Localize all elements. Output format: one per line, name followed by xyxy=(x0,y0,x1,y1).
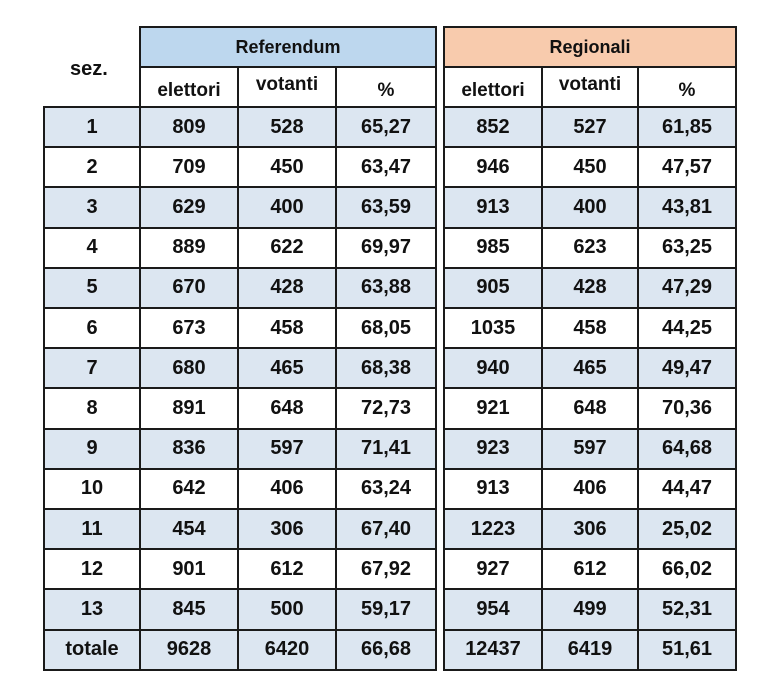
reg-elettori-cell: 905 xyxy=(443,267,543,309)
ref-elettori-header: elettori xyxy=(139,66,239,108)
sez-cell: 7 xyxy=(43,347,141,389)
sez-cell: 6 xyxy=(43,307,141,349)
ref-pct-cell: 71,41 xyxy=(335,428,437,470)
reg-elettori-cell: 940 xyxy=(443,347,543,389)
ref-elettori-cell: 670 xyxy=(139,267,239,309)
reg-elettori-cell: 954 xyxy=(443,588,543,630)
reg-elettori-cell: 921 xyxy=(443,387,543,429)
sez-cell: 10 xyxy=(43,468,141,510)
ref-elettori-cell: 454 xyxy=(139,508,239,550)
sez-cell: 8 xyxy=(43,387,141,429)
reg-pct-cell: 64,68 xyxy=(637,428,737,470)
reg-pct-cell: 47,57 xyxy=(637,146,737,188)
ref-pct-cell: 63,47 xyxy=(335,146,437,188)
ref-elettori-cell: 680 xyxy=(139,347,239,389)
total-reg-pct-cell: 51,61 xyxy=(637,629,737,671)
ref-votanti-cell: 428 xyxy=(237,267,337,309)
reg-elettori-header: elettori xyxy=(443,66,543,108)
ref-elettori-cell: 836 xyxy=(139,428,239,470)
reg-votanti-cell: 623 xyxy=(541,227,639,269)
total-ref-pct-cell: 66,68 xyxy=(335,629,437,671)
reg-votanti-header: votanti xyxy=(541,66,639,108)
reg-votanti-cell: 597 xyxy=(541,428,639,470)
ref-pct-cell: 68,05 xyxy=(335,307,437,349)
reg-elettori-cell: 1035 xyxy=(443,307,543,349)
sez-cell: 5 xyxy=(43,267,141,309)
reg-pct-cell: 47,29 xyxy=(637,267,737,309)
ref-elettori-cell: 845 xyxy=(139,588,239,630)
ref-elettori-cell: 809 xyxy=(139,106,239,148)
reg-votanti-cell: 428 xyxy=(541,267,639,309)
sez-cell: 12 xyxy=(43,548,141,590)
total-ref-elettori-cell: 9628 xyxy=(139,629,239,671)
ref-pct-cell: 65,27 xyxy=(335,106,437,148)
total-reg-votanti-cell: 6419 xyxy=(541,629,639,671)
reg-pct-cell: 25,02 xyxy=(637,508,737,550)
ref-votanti-cell: 306 xyxy=(237,508,337,550)
reg-pct-cell: 63,25 xyxy=(637,227,737,269)
reg-elettori-cell: 985 xyxy=(443,227,543,269)
reg-votanti-cell: 406 xyxy=(541,468,639,510)
ref-elettori-cell: 891 xyxy=(139,387,239,429)
reg-votanti-cell: 527 xyxy=(541,106,639,148)
ref-elettori-cell: 673 xyxy=(139,307,239,349)
reg-votanti-cell: 648 xyxy=(541,387,639,429)
total-ref-votanti-cell: 6420 xyxy=(237,629,337,671)
reg-elettori-cell: 923 xyxy=(443,428,543,470)
ref-elettori-cell: 629 xyxy=(139,186,239,228)
ref-votanti-cell: 597 xyxy=(237,428,337,470)
reg-votanti-cell: 306 xyxy=(541,508,639,550)
ref-votanti-cell: 406 xyxy=(237,468,337,510)
sez-cell: 11 xyxy=(43,508,141,550)
sez-cell: 9 xyxy=(43,428,141,470)
ref-pct-cell: 63,24 xyxy=(335,468,437,510)
sez-cell: 1 xyxy=(43,106,141,148)
ref-votanti-header: votanti xyxy=(237,66,337,108)
reg-pct-cell: 44,25 xyxy=(637,307,737,349)
reg-elettori-cell: 946 xyxy=(443,146,543,188)
ref-pct-cell: 67,92 xyxy=(335,548,437,590)
sez-cell: 3 xyxy=(43,186,141,228)
reg-votanti-cell: 612 xyxy=(541,548,639,590)
reg-pct-header: % xyxy=(637,66,737,108)
reg-elettori-cell: 1223 xyxy=(443,508,543,550)
reg-votanti-cell: 465 xyxy=(541,347,639,389)
ref-pct-cell: 68,38 xyxy=(335,347,437,389)
ref-votanti-cell: 400 xyxy=(237,186,337,228)
reg-votanti-cell: 499 xyxy=(541,588,639,630)
ref-pct-cell: 63,88 xyxy=(335,267,437,309)
ref-pct-header: % xyxy=(335,66,437,108)
ref-pct-cell: 59,17 xyxy=(335,588,437,630)
ref-pct-cell: 72,73 xyxy=(335,387,437,429)
ref-votanti-cell: 648 xyxy=(237,387,337,429)
reg-pct-cell: 43,81 xyxy=(637,186,737,228)
reg-pct-cell: 70,36 xyxy=(637,387,737,429)
total-reg-elettori-cell: 12437 xyxy=(443,629,543,671)
reg-pct-cell: 61,85 xyxy=(637,106,737,148)
ref-pct-cell: 63,59 xyxy=(335,186,437,228)
reg-pct-cell: 52,31 xyxy=(637,588,737,630)
reg-elettori-cell: 927 xyxy=(443,548,543,590)
sez-header: sez. xyxy=(70,58,108,80)
ref-elettori-cell: 642 xyxy=(139,468,239,510)
ref-votanti-cell: 465 xyxy=(237,347,337,389)
ref-votanti-cell: 612 xyxy=(237,548,337,590)
reg-pct-cell: 49,47 xyxy=(637,347,737,389)
ref-votanti-cell: 528 xyxy=(237,106,337,148)
reg-votanti-cell: 458 xyxy=(541,307,639,349)
reg-pct-cell: 66,02 xyxy=(637,548,737,590)
ref-pct-cell: 67,40 xyxy=(335,508,437,550)
referendum-header: Referendum xyxy=(139,26,437,68)
ref-votanti-cell: 458 xyxy=(237,307,337,349)
regionali-header: Regionali xyxy=(443,26,737,68)
reg-elettori-cell: 913 xyxy=(443,186,543,228)
ref-pct-cell: 69,97 xyxy=(335,227,437,269)
sez-cell: 13 xyxy=(43,588,141,630)
ref-votanti-cell: 622 xyxy=(237,227,337,269)
reg-elettori-cell: 852 xyxy=(443,106,543,148)
ref-votanti-cell: 500 xyxy=(237,588,337,630)
sez-cell: 4 xyxy=(43,227,141,269)
ref-elettori-cell: 709 xyxy=(139,146,239,188)
ref-votanti-cell: 450 xyxy=(237,146,337,188)
reg-elettori-cell: 913 xyxy=(443,468,543,510)
reg-votanti-cell: 400 xyxy=(541,186,639,228)
sez-cell: 2 xyxy=(43,146,141,188)
reg-pct-cell: 44,47 xyxy=(637,468,737,510)
ref-elettori-cell: 889 xyxy=(139,227,239,269)
ref-elettori-cell: 901 xyxy=(139,548,239,590)
total-sez-cell: totale xyxy=(43,629,141,671)
reg-votanti-cell: 450 xyxy=(541,146,639,188)
